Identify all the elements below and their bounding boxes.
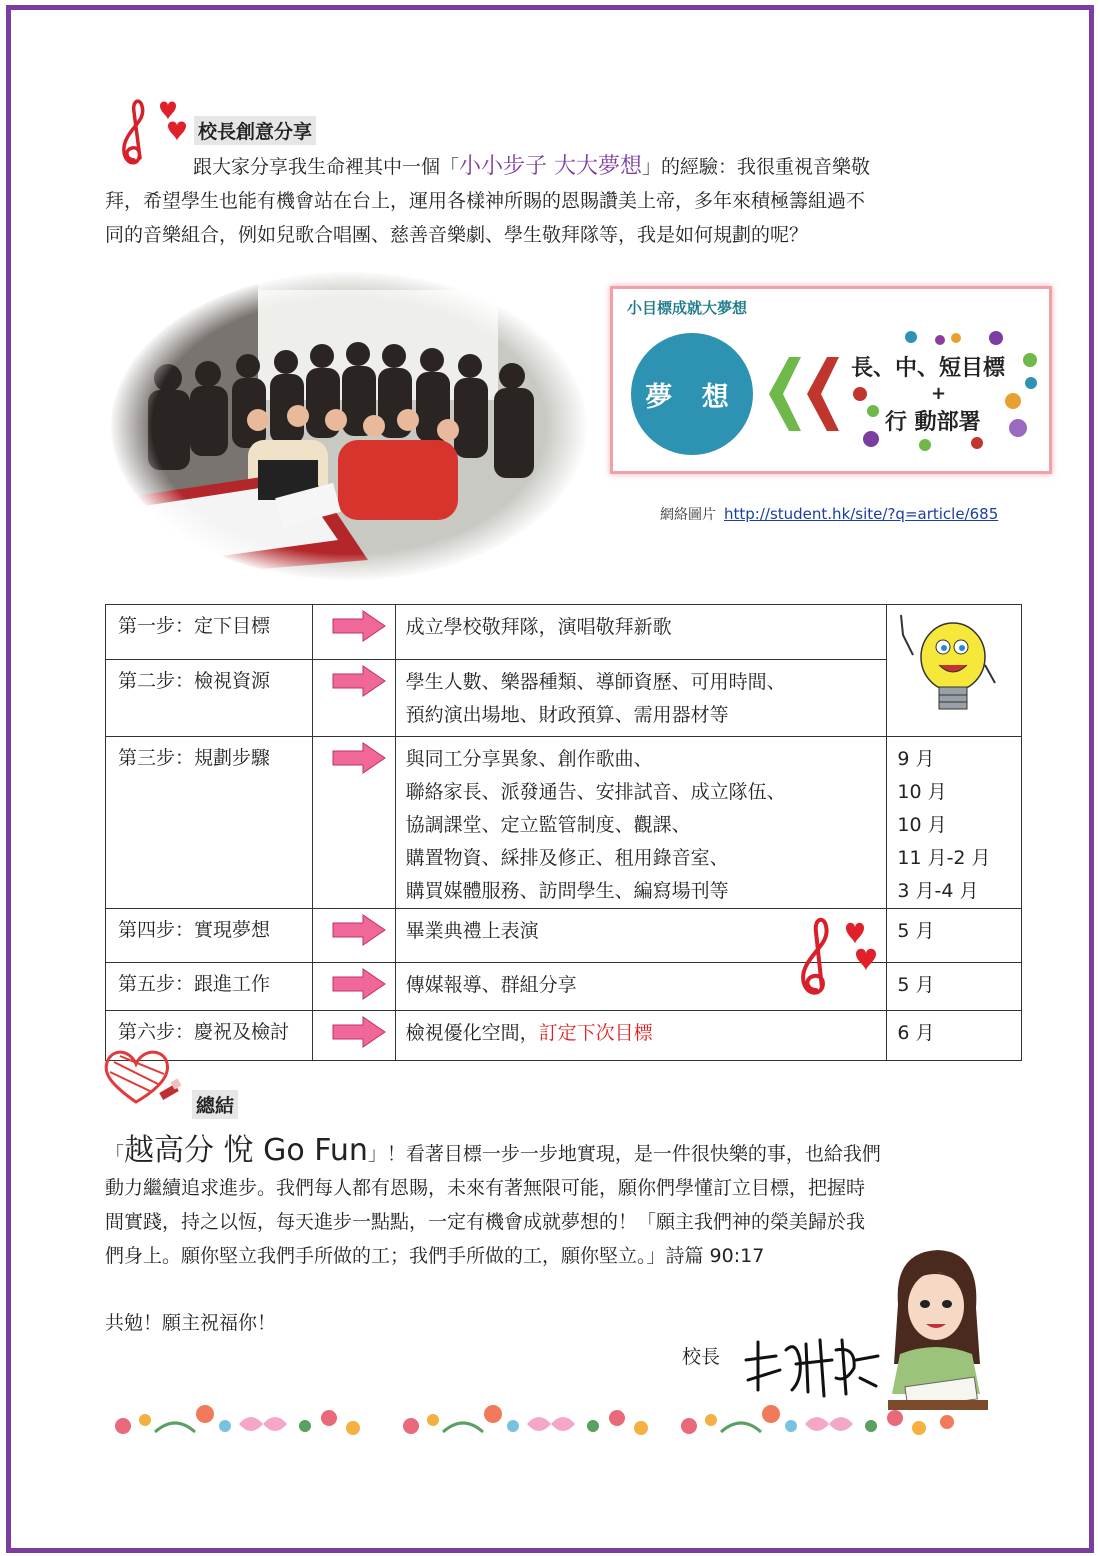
pink-arrow-icon bbox=[331, 741, 387, 775]
step-label: 第六步：慶祝及檢討 bbox=[106, 1011, 313, 1061]
dream-action-text: 行 動部署 bbox=[885, 410, 981, 435]
intro-highlight: 小小步子 大大夢想 bbox=[459, 154, 643, 179]
step-months bbox=[887, 963, 1022, 1011]
month-line: 11 月-2 月 bbox=[897, 847, 991, 869]
action-highlight-red: 訂定下次目標 bbox=[538, 1022, 653, 1044]
action-line: 傳媒報導、群組分享 bbox=[405, 974, 577, 996]
step-label: 第一步：定下目標 bbox=[106, 605, 313, 660]
action-line: 預約演出場地、財政預算、需用器材等 bbox=[405, 703, 729, 726]
intro-text-rest: 」的經驗：我很重視音樂敬 bbox=[642, 156, 871, 178]
pink-arrow-icon bbox=[331, 1015, 387, 1049]
action-line: 成立學校敬拜隊，演唱敬拜新歌 bbox=[405, 616, 672, 638]
step-actions bbox=[395, 737, 887, 909]
action-line: 聯絡家長、派發通告、安排試音、成立隊伍、 bbox=[405, 781, 786, 803]
decor-dot bbox=[853, 387, 867, 401]
step-months bbox=[887, 1011, 1022, 1061]
principal-cartoon-avatar bbox=[880, 1244, 990, 1414]
decor-dot bbox=[989, 331, 1003, 345]
month-line: 5 月 bbox=[897, 920, 935, 942]
month-line: 3 月-4 月 bbox=[897, 880, 979, 902]
decor-dot bbox=[919, 439, 931, 451]
decor-dot bbox=[867, 405, 879, 417]
action-line: 學生人數、樂器種類、導師資歷、可用時間、 bbox=[405, 670, 786, 693]
action-line: 協調課堂、定立監管制度、觀課、 bbox=[405, 814, 691, 836]
decor-dot bbox=[863, 431, 879, 447]
intro-line-2: 拜，希望學生也能有機會站在台上，運用各樣神所賜的恩賜讚美上帝，多年來積極籌組過不 bbox=[105, 190, 866, 212]
table-row bbox=[106, 737, 1022, 909]
step-actions bbox=[395, 659, 887, 736]
decor-dot bbox=[905, 331, 917, 343]
step-actions bbox=[395, 1011, 887, 1061]
pink-arrow-icon bbox=[331, 913, 387, 947]
dream-goals-text: 長、中、短目標 bbox=[851, 356, 1006, 381]
handwritten-signature bbox=[736, 1320, 886, 1400]
intro-line-3: 同的音樂組合，例如兒歌合唱團、慈善音樂劇、學生敬拜隊等，我是如何規劃的呢？ bbox=[105, 224, 809, 246]
dream-graphic-title: 小目標成就大夢想 bbox=[627, 299, 748, 317]
step-months bbox=[887, 909, 1022, 963]
scribble-heart-icon bbox=[100, 1044, 190, 1114]
step-label: 第四步：實現夢想 bbox=[106, 909, 313, 963]
month-line: 6 月 bbox=[897, 1022, 935, 1044]
decor-dot bbox=[1025, 377, 1037, 389]
action-line: 購置物資、綵排及修正、租用錄音室、 bbox=[405, 847, 729, 869]
lightbulb-character-icon bbox=[887, 605, 1011, 725]
step-actions bbox=[395, 605, 887, 660]
arrow-cell bbox=[312, 737, 395, 909]
table-row bbox=[106, 659, 1022, 736]
month-line: 10 月 bbox=[897, 814, 947, 836]
summary-line-3: 間實踐，持之以恆，每天進步一點點，一定有機會成就夢想的！「願主我們神的榮美歸於我 bbox=[105, 1211, 866, 1233]
action-line: 檢視優化空間， bbox=[405, 1022, 539, 1044]
section-heading-principal-share: 校長創意分享 bbox=[194, 116, 316, 145]
decor-dot bbox=[1009, 419, 1027, 437]
table-row bbox=[106, 605, 1022, 660]
arrow-cell bbox=[312, 659, 395, 736]
decor-dot bbox=[1005, 393, 1021, 409]
decor-dot bbox=[935, 335, 945, 345]
lightbulb-cell bbox=[887, 605, 1022, 737]
action-line: 與同工分享異象、創作歌曲、 bbox=[405, 748, 653, 770]
summary-slogan: 越高分 悅 Go Fun bbox=[124, 1133, 368, 1168]
arrow-cell bbox=[312, 909, 395, 963]
pink-arrow-icon bbox=[331, 664, 387, 698]
image-caption bbox=[660, 504, 998, 524]
month-line: 5 月 bbox=[897, 974, 935, 996]
summary-line-1: 」！看著目標一步一步地實現，是一件很快樂的事，也給我們 bbox=[367, 1143, 881, 1165]
action-line: 畢業典禮上表演 bbox=[405, 920, 539, 942]
dream-circle: 夢 想 bbox=[631, 333, 753, 455]
pink-arrow-icon bbox=[331, 609, 387, 643]
pink-arrow-icon bbox=[331, 967, 387, 1001]
summary-heading: 總結 bbox=[192, 1090, 238, 1119]
month-line: 9 月 bbox=[897, 748, 935, 770]
step-label: 第三步：規劃步驟 bbox=[106, 737, 313, 909]
intro-paragraph bbox=[105, 150, 1005, 252]
summary-line-2: 動力繼續追求進步。我們每人都有恩賜，未來有著無限可能，願你們學懂訂立目標，把握時 bbox=[105, 1177, 866, 1199]
decor-dot bbox=[971, 437, 983, 449]
table-row bbox=[106, 1011, 1022, 1061]
closing-text: 共勉！願主祝福你！ bbox=[105, 1312, 277, 1334]
double-chevron-left-icon bbox=[761, 349, 851, 439]
caption-label: 網絡圖片 bbox=[660, 507, 716, 523]
caption-link[interactable]: http://student.hk/site/?q=article/685 bbox=[724, 505, 999, 523]
action-line: 購買媒體服務、訪問學生、編寫場刊等 bbox=[405, 880, 729, 902]
step-label: 第二步：檢視資源 bbox=[106, 659, 313, 736]
summary-line-4: 們身上。願你堅立我們手所做的工；我們手所做的工，願你堅立。」詩篇 90:17 bbox=[105, 1245, 765, 1267]
floral-decoration-border bbox=[105, 1396, 985, 1452]
dream-plus-sign: + bbox=[931, 383, 947, 404]
group-photo bbox=[108, 270, 590, 582]
arrow-cell bbox=[312, 1011, 395, 1061]
decor-dot bbox=[951, 333, 961, 343]
intro-text-lead: 跟大家分享我生命裡其中一個「 bbox=[193, 156, 460, 178]
dream-goal-graphic bbox=[610, 286, 1052, 474]
step-label: 第五步：跟進工作 bbox=[106, 963, 313, 1011]
month-line: 10 月 bbox=[897, 781, 947, 803]
step-months bbox=[887, 737, 1022, 909]
arrow-cell bbox=[312, 605, 395, 660]
signature-title: 校長 bbox=[682, 1346, 721, 1368]
summary-quote-open: 「 bbox=[105, 1143, 125, 1165]
arrow-cell bbox=[312, 963, 395, 1011]
treble-clef-hearts-icon bbox=[790, 908, 886, 1000]
decor-dot bbox=[1023, 353, 1037, 367]
summary-paragraph bbox=[105, 1134, 1005, 1273]
